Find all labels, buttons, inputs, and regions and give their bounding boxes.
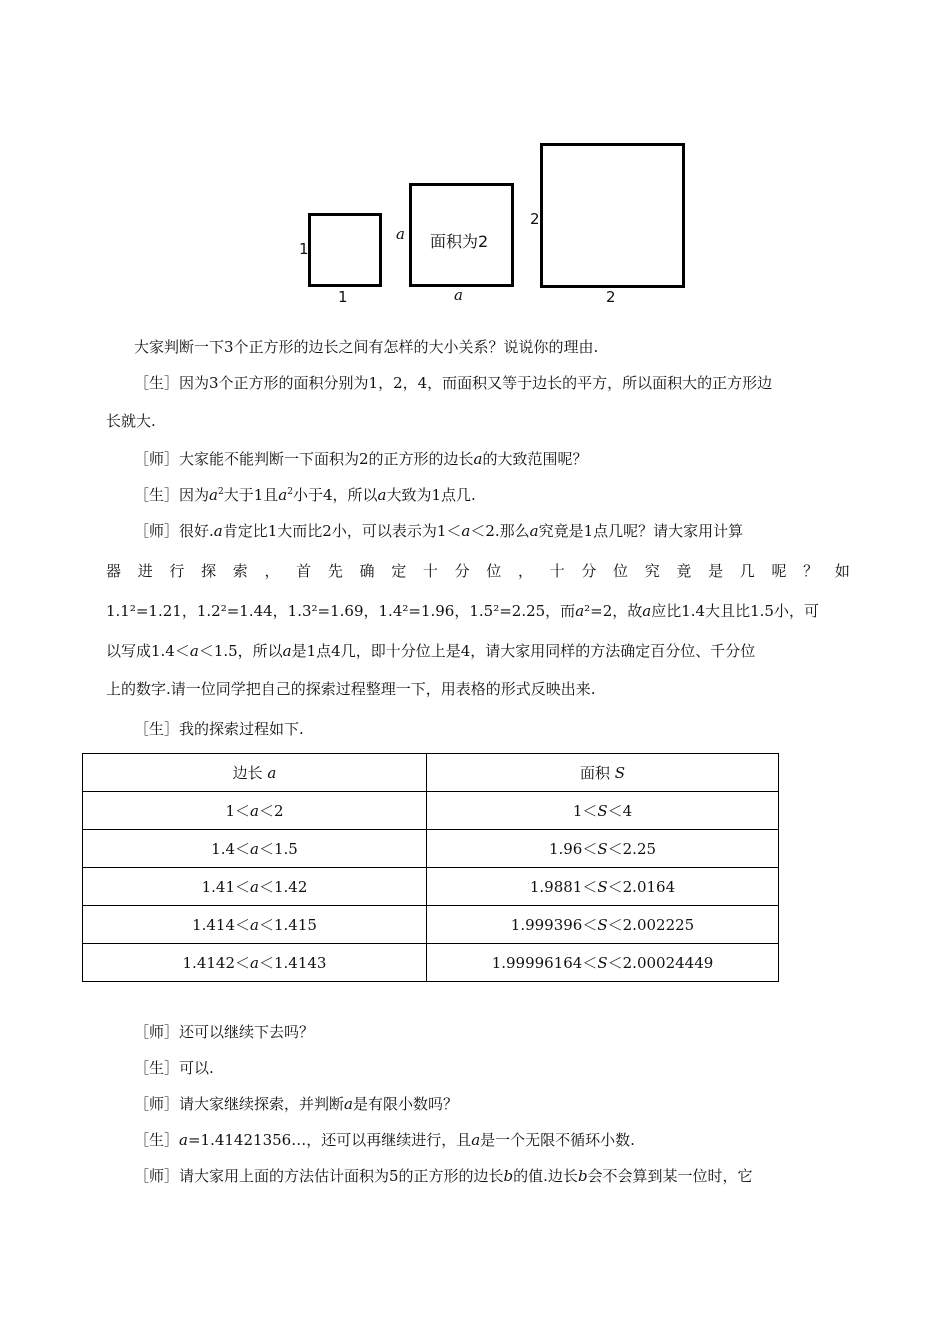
square-1-bottom-label: 1 [338,288,348,306]
text: 大致为1点几. [386,486,476,504]
cell-side: 1.414＜a＜1.415 [83,906,427,944]
table-row [83,906,779,944]
paragraph-teacher-2-line2 [106,560,850,581]
square-1 [308,213,382,287]
cell-side: 1＜a＜2 [83,792,427,830]
paragraph-student-2 [134,484,476,505]
justified-char: 定 [391,562,407,580]
paragraph-teacher-2-line1 [134,520,743,541]
var-b: b [503,1167,514,1185]
justified-char: 分 [581,562,597,580]
var-b: b [577,1167,588,1185]
text: 是一个无限不循环小数. [480,1131,635,1149]
justified-char: 先 [327,562,343,580]
var-S: S [614,764,626,782]
var-a: a [473,450,483,468]
var-a: a [250,878,259,896]
text: ［师］请大家用上面的方法估计面积为5的正方形的边长 [134,1167,504,1185]
justified-char: 行 [169,562,185,580]
justified-char: 十 [422,562,438,580]
justified-char: 分 [454,562,470,580]
cell-side: 1.4142＜a＜1.4143 [83,944,427,982]
var-a: a [213,522,223,540]
cell-area: 1＜S＜4 [427,792,779,830]
square-2-area-text: 面积为2 [430,232,489,251]
var-S: S [597,840,608,858]
justified-char: 呢 [771,562,787,580]
var-S: S [597,878,608,896]
var-S: S [597,802,608,820]
paragraph-teacher-1 [134,448,588,469]
justified-char: 位 [613,562,629,580]
var-a: a [529,522,539,540]
text: ＜1.5，所以 [198,642,283,660]
square-3-left-label: 2 [530,210,540,228]
var-S: S [597,954,608,972]
table-header-row [83,754,779,792]
var-a: a [250,954,259,972]
var-a: a [278,486,288,504]
paragraph-teacher-4 [134,1093,458,1114]
text: 应比1.4大且比1.5小，可 [651,602,819,620]
text: ²=2，故 [584,602,643,620]
justified-char: 位 [486,562,502,580]
cell-area: 1.999396＜S＜2.002225 [427,906,779,944]
text: 的值.边长 [513,1167,578,1185]
justified-char: 进 [137,562,153,580]
text: ［师］请大家继续探索，并判断 [134,1095,345,1113]
justified-char: ， [517,562,533,580]
text: 的大致范围呢？ [482,450,588,468]
text: 会不会算到某一位时，它 [587,1167,753,1185]
justified-char: 几 [739,562,755,580]
justified-char: 十 [549,562,565,580]
paragraph-question: 大家判断一下3个正方形的边长之间有怎样的大小关系？说说你的理由. [134,338,599,356]
paragraph-student-5 [134,1129,635,1150]
header-area: 面积 S [427,754,779,792]
text: 以写成1.4＜ [106,642,190,660]
justified-char: ？ [803,562,819,580]
var-a: a [267,764,277,782]
text: ［生］因为 [134,486,210,504]
var-a: a [461,522,471,540]
cell-area: 1.99996164＜S＜2.00024449 [427,944,779,982]
header-side-length: 边长 a [83,754,427,792]
var-a: a [344,1095,353,1113]
var-S: S [597,916,608,934]
paragraph-student-1-line1: ［生］因为3个正方形的面积分别为1，2，4，而面积又等于边长的平方，所以面积大的正方形边 [134,374,773,392]
paragraph-teacher-5 [134,1165,753,1186]
square-3 [540,143,685,288]
paragraph-student-1-line2: 长就大. [106,412,156,430]
cell-area: 1.9881＜S＜2.0164 [427,868,779,906]
justified-char: 究 [644,562,660,580]
paragraph-teacher-2-line3 [106,600,819,621]
justified-char: 首 [296,562,312,580]
superscript: 2 [217,487,224,497]
paragraph-student-3: ［生］我的探索过程如下. [134,720,304,738]
table-row [83,868,779,906]
square-3-bottom-label: 2 [606,288,616,306]
cell-side: 1.41＜a＜1.42 [83,868,427,906]
justified-char: 如 [834,562,850,580]
text: 是1点4几，即十分位上是4，请大家用同样的方法确定百分位、千分位 [291,642,756,660]
paragraph-teacher-2-line5: 上的数字.请一位同学把自己的探索过程整理一下，用表格的形式反映出来. [106,680,596,698]
paragraph-teacher-2-line4 [106,640,755,661]
paragraph-student-4: ［生］可以. [134,1059,214,1077]
var-a: a [471,1131,481,1149]
justified-char: 器 [106,562,122,580]
square-2-bottom-label: a [454,286,463,304]
var-a: a [250,840,259,858]
var-a: a [642,602,652,620]
var-a: a [250,802,259,820]
var-a: a [250,916,259,934]
var-a: a [189,642,199,660]
var-a: a [179,1131,188,1149]
justified-char: 是 [708,562,724,580]
justified-char: 索 [232,562,248,580]
justified-char: 探 [201,562,217,580]
text: ［师］大家能不能判断一下面积为2的正方形的边长 [134,450,474,468]
paragraph-teacher-3: ［师］还可以继续下去吗？ [134,1023,315,1041]
text: 究竟是1点几呢？请大家用计算 [538,522,744,540]
superscript: 2 [287,487,293,497]
text: 1.1²=1.21，1.2²=1.44，1.3²=1.69，1.4²=1.96，1.5²=2.25，而 [106,602,576,620]
squares-figure [0,0,950,320]
text: =1.41421356…，还可以再继续进行，且 [187,1131,472,1149]
square-2-left-label: a [396,225,405,243]
exploration-table [82,753,779,982]
table-row [83,830,779,868]
var-a: a [209,486,218,504]
cell-side: 1.4＜a＜1.5 [83,830,427,868]
justified-char: 竟 [676,562,692,580]
text: 肯定比1大而比2小，可以表示为1＜ [222,522,462,540]
text: ［生］ [134,1131,180,1149]
table-row [83,944,779,982]
text: 小于4，所以 [292,486,378,504]
square-1-left-label: 1 [299,240,309,258]
text: ＜2.那么 [470,522,530,540]
text: 是有限小数吗？ [352,1095,458,1113]
text: ［师］很好. [134,522,214,540]
var-a: a [575,602,585,620]
table-row [83,792,779,830]
var-a: a [377,486,387,504]
var-a: a [282,642,292,660]
text: 大于1且 [223,486,279,504]
justified-char: ， [264,562,280,580]
cell-area: 1.96＜S＜2.25 [427,830,779,868]
justified-char: 确 [359,562,375,580]
